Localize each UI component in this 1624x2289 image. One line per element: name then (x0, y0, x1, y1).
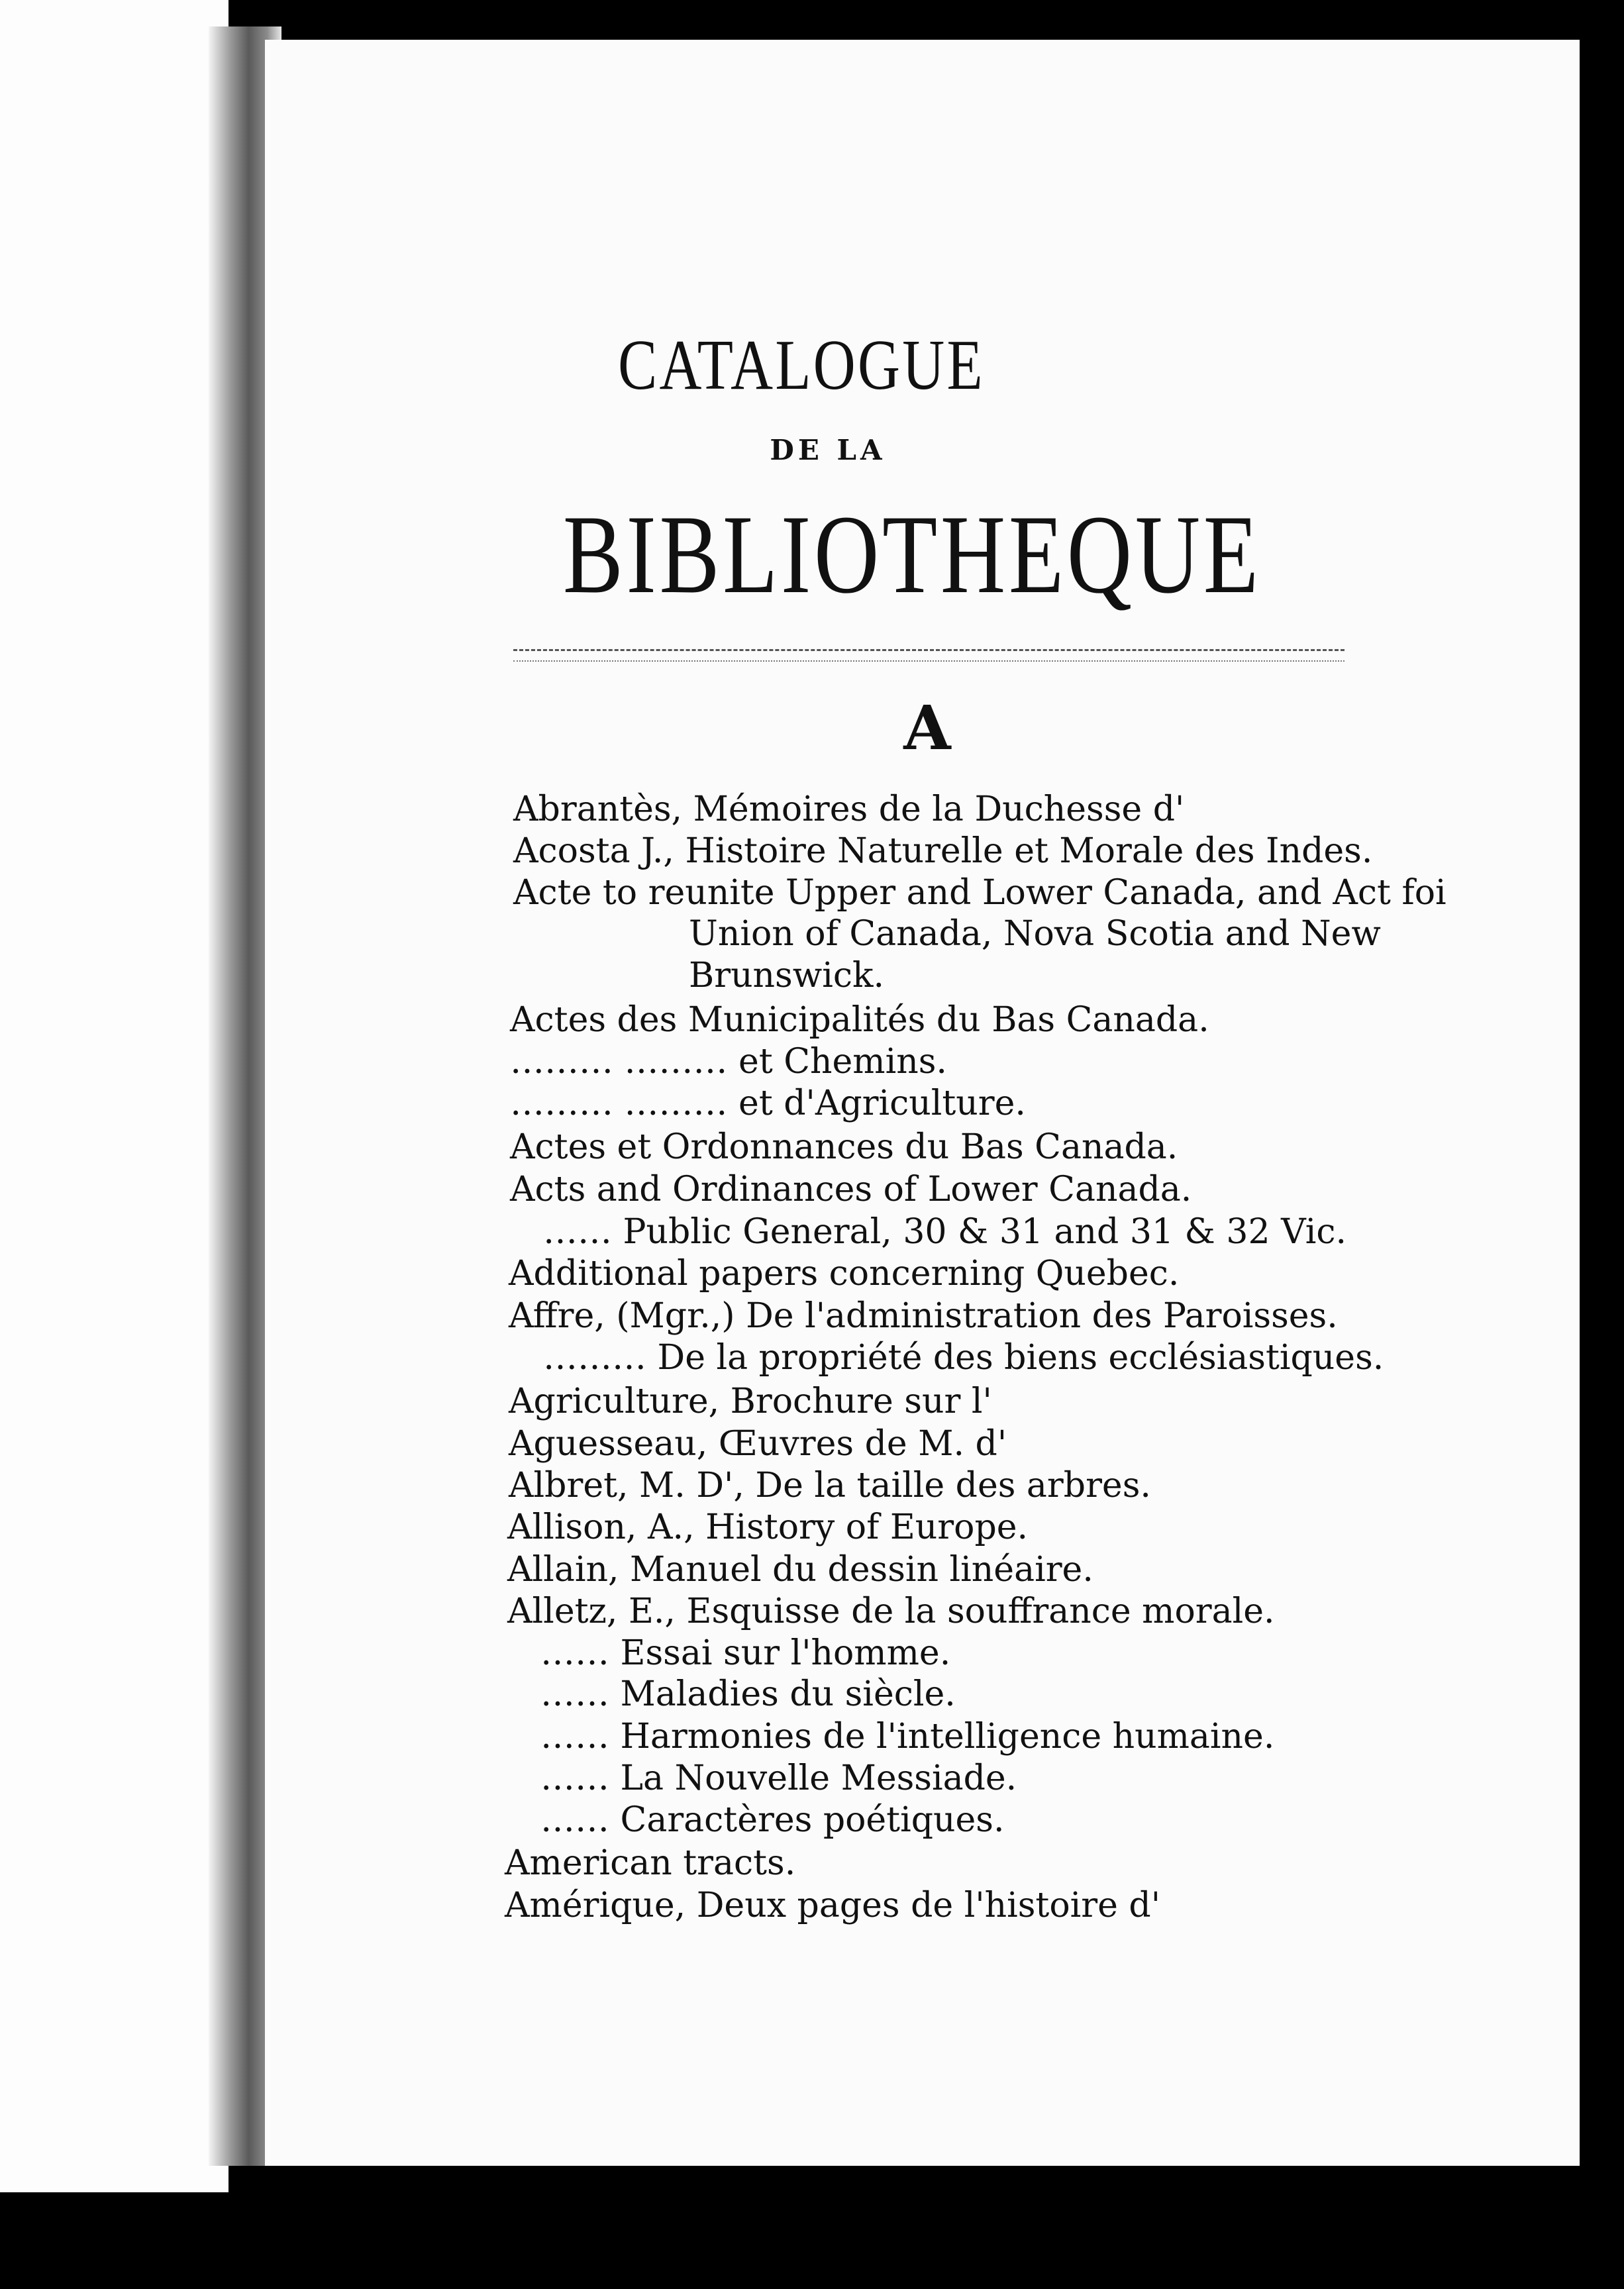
title-catalogue: CATALOGUE (618, 326, 985, 405)
entry-line: Affre, (Mgr.,) De l'administration des Paroisses. (509, 1296, 1338, 1336)
entry-line: Albret, M. D', De la taille des arbres. (509, 1466, 1151, 1505)
entry-line: ……… ……… et Chemins. (510, 1042, 947, 1082)
entry-line: Actes des Municipalités du Bas Canada. (510, 1000, 1209, 1040)
section-letter: A (903, 692, 951, 764)
entry-line: Actes et Ordonnances du Bas Canada. (510, 1127, 1178, 1167)
entry-line: Additional papers concerning Quebec. (509, 1254, 1180, 1294)
entry-line: …… Public General, 30 & 31 and 31 & 32 Vic. (543, 1212, 1346, 1252)
entry-line: American tracts. (505, 1843, 796, 1883)
entry-line: Agriculture, Brochure sur l' (509, 1382, 992, 1421)
left-page (0, 0, 228, 2192)
scan-border (0, 2192, 1624, 2289)
entry-line: …… Harmonies de l'intelligence humaine. (540, 1717, 1275, 1756)
entry-line: Acts and Ordinances of Lower Canada. (510, 1170, 1192, 1209)
entry-line: Union of Canada, Nova Scotia and New (689, 914, 1381, 954)
entry-line: Brunswick. (689, 956, 885, 995)
entry-line: Abrantès, Mémoires de la Duchesse d' (513, 789, 1185, 829)
title-de-la: DE LA (770, 434, 886, 466)
entry-line: …… Maladies du siècle. (540, 1674, 956, 1714)
entry-line: Acte to reunite Upper and Lower Canada, and Act foi (513, 873, 1446, 913)
entry-line: Acosta J., Histoire Naturelle et Morale des Indes. (513, 831, 1373, 871)
title-divider (513, 649, 1345, 662)
entry-line: Allison, A., History of Europe. (507, 1507, 1029, 1547)
entry-line: Alletz, E., Esquisse de la souffrance morale. (507, 1592, 1275, 1631)
entry-line: …… La Nouvelle Messiade. (540, 1758, 1017, 1798)
entry-line: Amérique, Deux pages de l'histoire d' (505, 1886, 1161, 1925)
entry-line: ……… De la propriété des biens ecclésiastiques. (543, 1338, 1384, 1378)
entry-line: …… Essai sur l'homme. (540, 1633, 951, 1673)
entry-line: Allain, Manuel du dessin linéaire. (507, 1550, 1093, 1590)
entry-line: …… Caractères poétiques. (540, 1800, 1005, 1840)
title-bibliotheque: BIBLIOTHEQUE (563, 492, 1262, 617)
entry-line: Aguesseau, Œuvres de M. d' (509, 1424, 1007, 1464)
entry-line: ……… ……… et d'Agriculture. (510, 1084, 1026, 1123)
